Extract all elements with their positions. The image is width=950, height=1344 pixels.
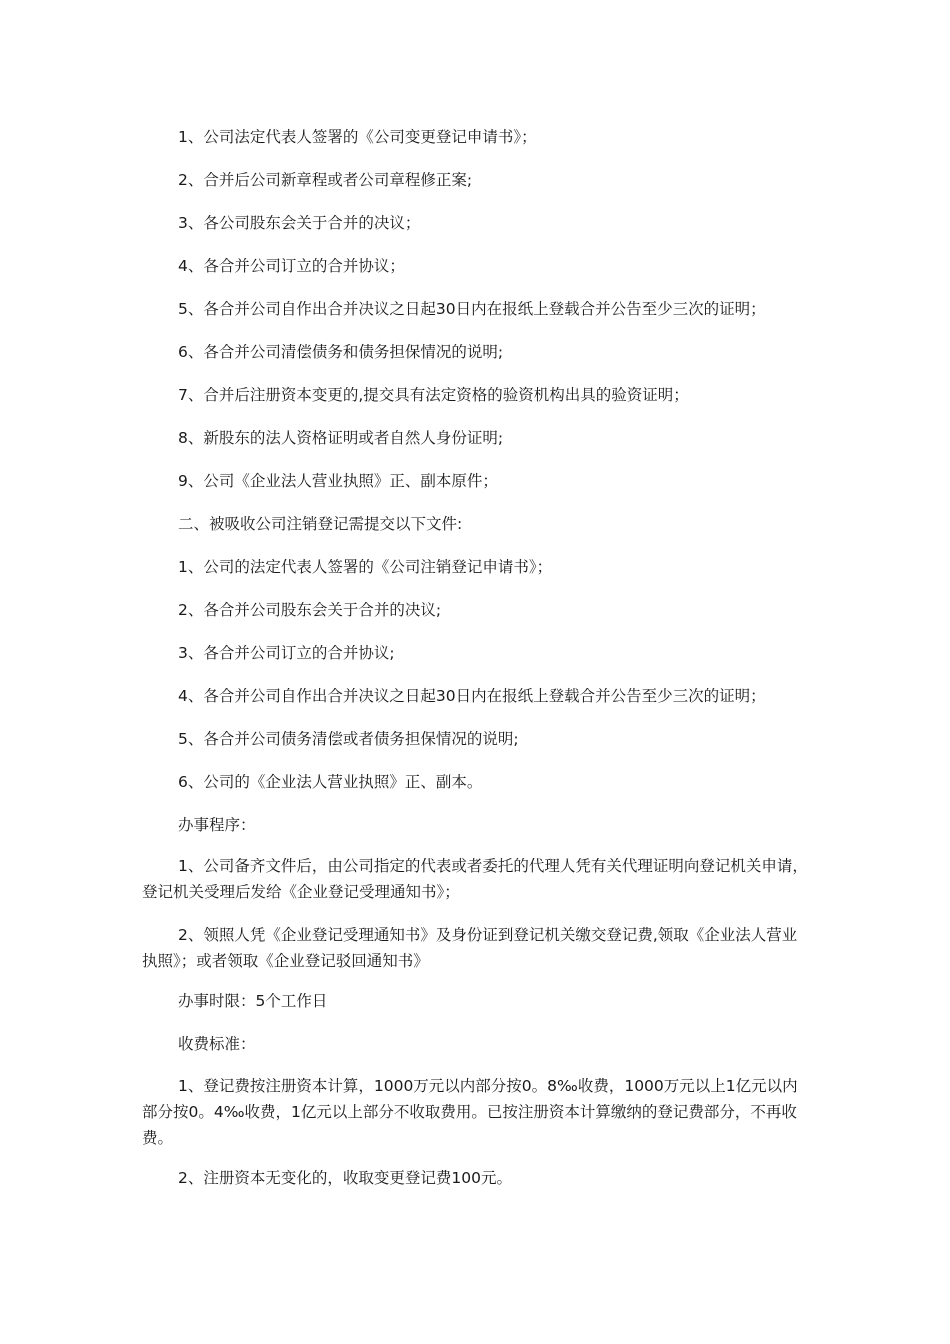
- list-item: 3、各合并公司订立的合并协议;: [178, 644, 395, 662]
- section-heading: 办事时限：5个工作日: [178, 992, 328, 1010]
- list-item: 9、公司《企业法人营业执照》正、副本原件；: [178, 472, 498, 490]
- list-item: 6、各合并公司清偿债务和债务担保情况的说明;: [178, 343, 504, 361]
- list-item: 4、各合并公司订立的合并协议；: [178, 257, 405, 275]
- list-item: 1、公司备齐文件后，由公司指定的代表或者委托的代理人凭有关代理证明向登记机关申请，登记机关受理后发给《企业登记受理通知书》；: [142, 857, 808, 901]
- list-item: 1、公司法定代表人签署的《公司变更登记申请书》；: [178, 128, 537, 146]
- list-item: 7、合并后注册资本变更的,提交具有法定资格的验资机构出具的验资证明；: [178, 386, 689, 404]
- list-item: 1、登记费按注册资本计算，1000万元以内部分按0。8‰收费，1000万元以上1亿元以内部分按0。4‰收费，1亿元以上部分不收取费用。已按注册资本计算缴纳的登记费部分，不再收费。: [142, 1077, 798, 1147]
- list-item: 6、公司的《企业法人营业执照》正、副本。: [178, 773, 483, 791]
- list-item: 2、注册资本无变化的，收取变更登记费100元。: [178, 1169, 512, 1187]
- section-heading: 二、被吸收公司注销登记需提交以下文件:: [178, 515, 463, 533]
- list-item: 2、领照人凭《企业登记受理通知书》及身份证到登记机关缴交登记费,领取《企业法人营业执照》；或者领取《企业登记驳回通知书》: [142, 926, 798, 970]
- section-heading: 办事程序：: [178, 816, 256, 834]
- list-item: 3、各公司股东会关于合并的决议；: [178, 214, 421, 232]
- list-item: 1、公司的法定代表人签署的《公司注销登记申请书》；: [178, 558, 553, 576]
- list-item: 2、合并后公司新章程或者公司章程修正案;: [178, 171, 473, 189]
- list-item: 4、各合并公司自作出合并决议之日起30日内在报纸上登载合并公告至少三次的证明；: [178, 687, 766, 705]
- list-item: 5、各合并公司自作出合并决议之日起30日内在报纸上登载合并公告至少三次的证明；: [178, 300, 766, 318]
- list-item: 8、新股东的法人资格证明或者自然人身份证明;: [178, 429, 504, 447]
- list-item: 2、各合并公司股东会关于合并的决议;: [178, 601, 442, 619]
- list-item: 5、各合并公司债务清偿或者债务担保情况的说明;: [178, 730, 519, 748]
- section-heading: 收费标准：: [178, 1035, 256, 1053]
